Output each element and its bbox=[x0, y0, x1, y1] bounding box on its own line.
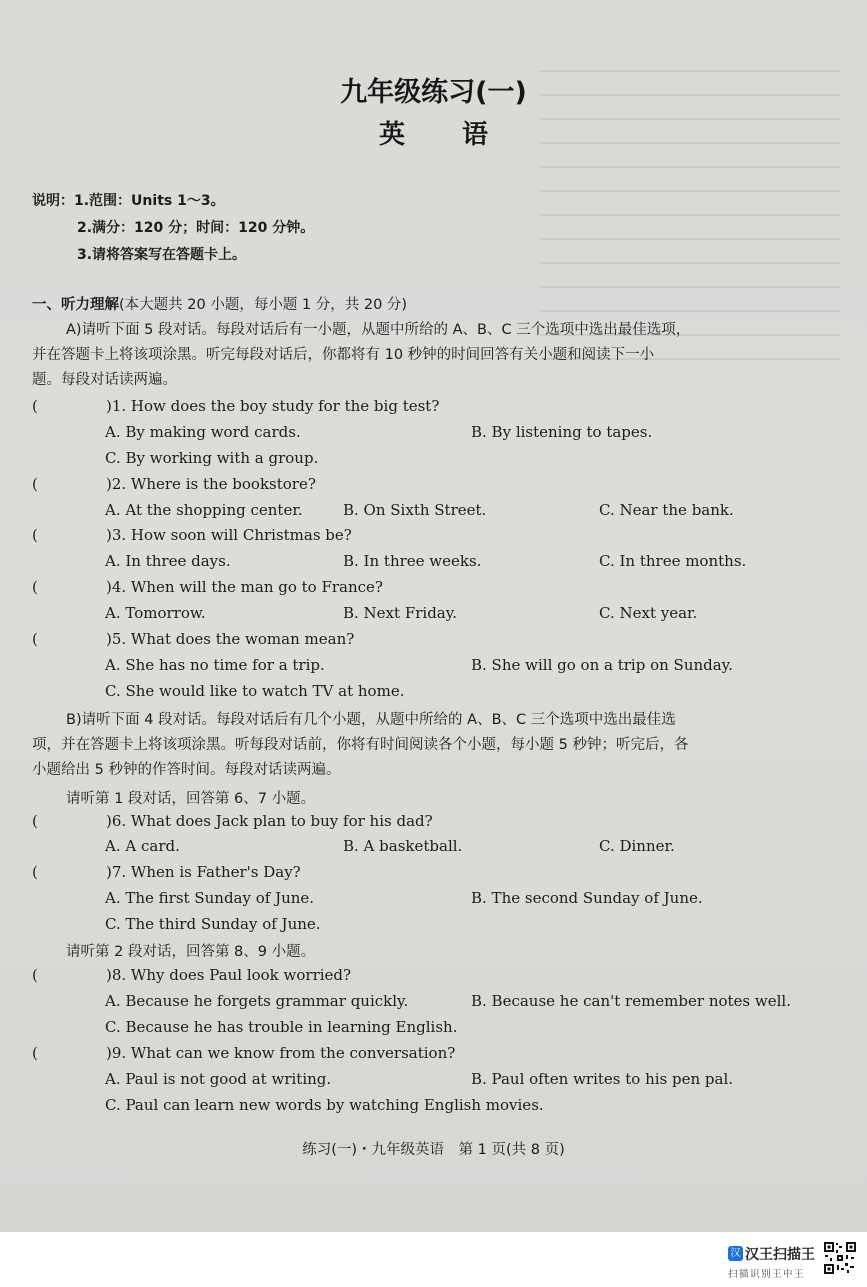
note-1: 说明：1.范围：Units 1～3。 bbox=[32, 193, 225, 209]
option-a: A. At the shopping center. bbox=[105, 501, 303, 519]
answer-blank: ( bbox=[32, 526, 38, 544]
scanner-brand-name: 汉王扫描王 bbox=[745, 1246, 815, 1263]
option-b: B. The second Sunday of June. bbox=[471, 889, 703, 907]
option-b: B. By listening to tapes. bbox=[471, 423, 653, 441]
option-a: A. She has no time for a trip. bbox=[105, 656, 325, 674]
option-b: B. She will go on a trip on Sunday. bbox=[471, 656, 733, 674]
option-c: C. The third Sunday of June. bbox=[105, 915, 321, 933]
option-b: B. Paul often writes to his pen pal. bbox=[471, 1070, 734, 1088]
option-c: C. In three months. bbox=[599, 552, 747, 570]
question-stem: )4. When will the man go to France? bbox=[106, 578, 383, 596]
question-2 bbox=[32, 475, 316, 493]
answer-blank: ( bbox=[32, 966, 38, 984]
answer-blank: ( bbox=[32, 578, 38, 596]
option-b: B. A basketball. bbox=[343, 837, 463, 855]
option-c: C. By working with a group. bbox=[105, 449, 319, 467]
question-5 bbox=[32, 630, 354, 648]
question-3 bbox=[32, 526, 352, 544]
section-score-note: (本大题共 20 小题，每小题 1 分，共 20 分) bbox=[119, 297, 408, 313]
part-a-instructions bbox=[32, 318, 812, 393]
option-c: C. Next year. bbox=[599, 604, 698, 622]
option-a: A. In three days. bbox=[105, 552, 231, 570]
option-c: C. Because he has trouble in learning English. bbox=[105, 1018, 458, 1036]
answer-blank: ( bbox=[32, 863, 38, 881]
option-b: B. On Sixth Street. bbox=[343, 501, 487, 519]
exam-title: 九年级练习(一) bbox=[340, 77, 527, 108]
question-stem: )2. Where is the bookstore? bbox=[106, 475, 316, 493]
option-a: A. The first Sunday of June. bbox=[105, 889, 315, 907]
instructions-notes bbox=[32, 188, 314, 269]
question-7 bbox=[32, 863, 301, 881]
option-b: B. In three weeks. bbox=[343, 552, 482, 570]
part-b-instructions bbox=[32, 708, 812, 783]
question-8 bbox=[32, 966, 351, 984]
part-a-line-1: A)请听下面 5 段对话。每段对话后有一小题，从题中所给的 A、B、C 三个选项中选出最佳选项， bbox=[66, 322, 691, 338]
part-a-line-3: 题。每段对话读两遍。 bbox=[32, 372, 177, 388]
option-a: A. Because he forgets grammar quickly. bbox=[105, 992, 409, 1010]
option-a: A. A card. bbox=[105, 837, 180, 855]
question-stem: )1. How does the boy study for the big test? bbox=[106, 397, 440, 415]
answer-blank: ( bbox=[32, 397, 38, 415]
option-c: C. She would like to watch TV at home. bbox=[105, 682, 405, 700]
qr-code-icon bbox=[823, 1241, 857, 1275]
question-stem: )8. Why does Paul look worried? bbox=[106, 966, 352, 984]
dialog-2-instruction: 请听第 2 段对话，回答第 8、9 小题。 bbox=[66, 944, 316, 960]
question-6 bbox=[32, 812, 433, 830]
question-stem: )9. What can we know from the conversation? bbox=[106, 1044, 456, 1062]
part-b-line-1: B)请听下面 4 段对话。每段对话后有几个小题，从题中所给的 A、B、C 三个选项中选出最佳选 bbox=[66, 712, 676, 728]
question-stem: )3. How soon will Christmas be? bbox=[106, 526, 352, 544]
note-2: 2.满分：120 分；时间：120 分钟。 bbox=[77, 220, 315, 236]
part-b-line-2: 项，并在答题卡上将该项涂黑。听每段对话前，你将有时间阅读各个小题，每小题 5 秒钟；听完后，各 bbox=[32, 737, 689, 753]
question-stem: )6. What does Jack plan to buy for his dad? bbox=[106, 812, 433, 830]
answer-blank: ( bbox=[32, 630, 38, 648]
section-heading bbox=[32, 293, 407, 314]
option-c: C. Dinner. bbox=[599, 837, 675, 855]
question-stem: )5. What does the woman mean? bbox=[106, 630, 355, 648]
section-title: 一、听力理解 bbox=[32, 297, 119, 313]
dialog-1-instruction: 请听第 1 段对话，回答第 6、7 小题。 bbox=[66, 791, 316, 807]
answer-blank: ( bbox=[32, 475, 38, 493]
answer-blank: ( bbox=[32, 812, 38, 830]
option-c: C. Paul can learn new words by watching English movies. bbox=[105, 1096, 544, 1114]
note-3: 3.请将答案写在答题卡上。 bbox=[77, 247, 247, 263]
page-footer: 练习(一)・九年级英语 第 1 页(共 8 页) bbox=[302, 1142, 565, 1158]
question-1 bbox=[32, 397, 439, 415]
option-b: B. Because he can't remember notes well. bbox=[471, 992, 791, 1010]
option-a: A. Tomorrow. bbox=[105, 604, 206, 622]
question-9 bbox=[32, 1044, 455, 1062]
part-b-line-3: 小题给出 5 秒钟的作答时间。每段对话读两遍。 bbox=[32, 762, 341, 778]
answer-blank: ( bbox=[32, 1044, 38, 1062]
part-a-line-2: 并在答题卡上将该项涂黑。听完每段对话后，你都将有 10 秒钟的时间回答有关小题和阅读下一小 bbox=[32, 347, 655, 363]
scanner-tagline: 扫描识别王中王 bbox=[728, 1268, 806, 1280]
option-b: B. Next Friday. bbox=[343, 604, 457, 622]
scanner-logo-icon: 汉 bbox=[728, 1246, 743, 1261]
subject-title: 英 语 bbox=[378, 120, 513, 150]
option-a: A. By making word cards. bbox=[105, 423, 301, 441]
option-a: A. Paul is not good at writing. bbox=[105, 1070, 332, 1088]
scanner-watermark bbox=[728, 1243, 818, 1280]
option-c: C. Near the bank. bbox=[599, 501, 734, 519]
question-4 bbox=[32, 578, 383, 596]
question-stem: )7. When is Father's Day? bbox=[106, 863, 301, 881]
